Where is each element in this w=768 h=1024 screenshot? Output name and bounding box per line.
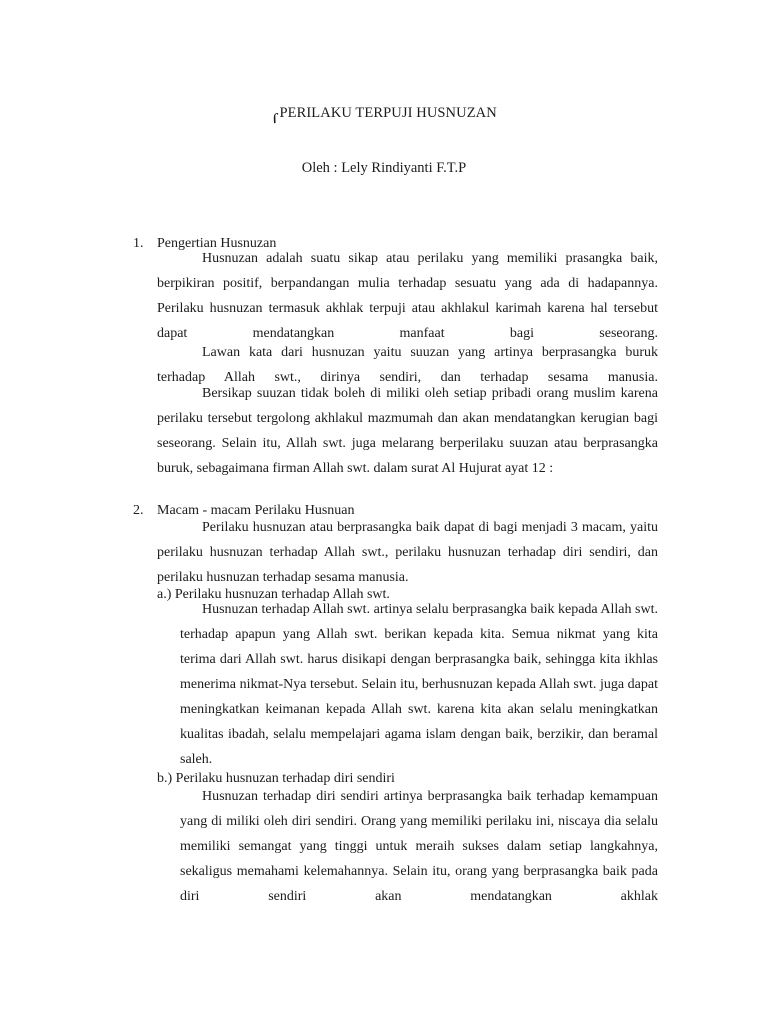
subsection-label: b.) <box>157 771 173 786</box>
paragraph: Lawan kata dari husnuzan yaitu suuzan yang artinya berprasangka buruk terhadap Allah swt., dirinya sendiri, dan terhadap sesama manusia. <box>157 345 658 385</box>
document-author: Oleh : Lely Rindiyanti F.T.P <box>301 160 467 176</box>
paragraph: Perilaku husnuzan atau berprasangka baik dapat di bagi menjadi 3 macam, yaitu perilaku husnuzan terhadap Allah swt., perilaku husnuzan terhadap diri sendiri, dan perilaku husnuzan terhadap sesama manusia. <box>157 520 658 585</box>
subsection-heading-text: Perilaku husnuzan terhadap Allah swt. <box>174 587 390 602</box>
paragraph: Bersikap suuzan tidak boleh di miliki oleh setiap pribadi orang muslim karena perilaku tersebut tergolong akhlakul mazmumah dan akan mendatangkan kerugian bagi seseorang. Selain itu, Allah swt. juga melarang berperilaku suuzan atau berprasangka buruk, sebagaimana firman Allah swt. dalam surat Al Hujurat ayat 12 : <box>157 386 658 476</box>
subsection-label: a.) <box>157 587 172 602</box>
section-number: 2. <box>133 503 144 518</box>
subsection-heading-text: Perilaku husnuzan terhadap diri sendiri <box>175 771 395 786</box>
handwritten-mark: ɾ <box>268 105 281 129</box>
paragraph: Husnuzan terhadap diri sendiri artinya berprasangka baik terhadap kemampuan yang di miliki oleh diri sendiri. Orang yang memiliki perilaku ini, niscaya dia selalu memiliki semangat yang tinggi untuk meraih sukses dalam setiap langkahnya, sekaligus memahami kelemahannya. Selain itu, orang yang berprasangka baik pada diri sendiri akan mendatangkan akhlak <box>180 789 658 904</box>
section-number: 1. <box>133 236 144 251</box>
section-heading-text: Pengertian Husnuzan <box>157 236 277 251</box>
document-title-text: PERILAKU TERPUJI HUSNUZAN <box>279 105 497 121</box>
section-heading-text: Macam - macam Perilaku Husnuan <box>157 503 355 518</box>
paragraph: Husnuzan adalah suatu sikap atau perilaku yang memiliki prasangka baik, berpikiran positif, berpandangan mulia terhadap sesuatu yang ada di hadapannya. Perilaku husnuzan termasuk akhlak terpuji atau akhlakul karimah karena hal tersebut dapat mendatangkan manfaat bagi seseorang. <box>157 251 658 341</box>
document-title <box>0 101 768 129</box>
paragraph: Husnuzan terhadap Allah swt. artinya selalu berprasangka baik kepada Allah swt. terhadap apapun yang Allah swt. berikan kepada kita. Semua nikmat yang kita terima dari Allah swt. harus disikapi dengan berprasangka baik, sehingga kita ikhlas menerima nikmat-Nya tersebut. Selain itu, berhusnuzan kepada Allah swt. juga dapat meningkatkan keimanan kepada Allah swt. karena kita akan selalu meningkatkan kualitas ibadah, selalu mempelajari agama islam dengan baik, berzikir, dan beramal saleh. <box>180 602 658 767</box>
